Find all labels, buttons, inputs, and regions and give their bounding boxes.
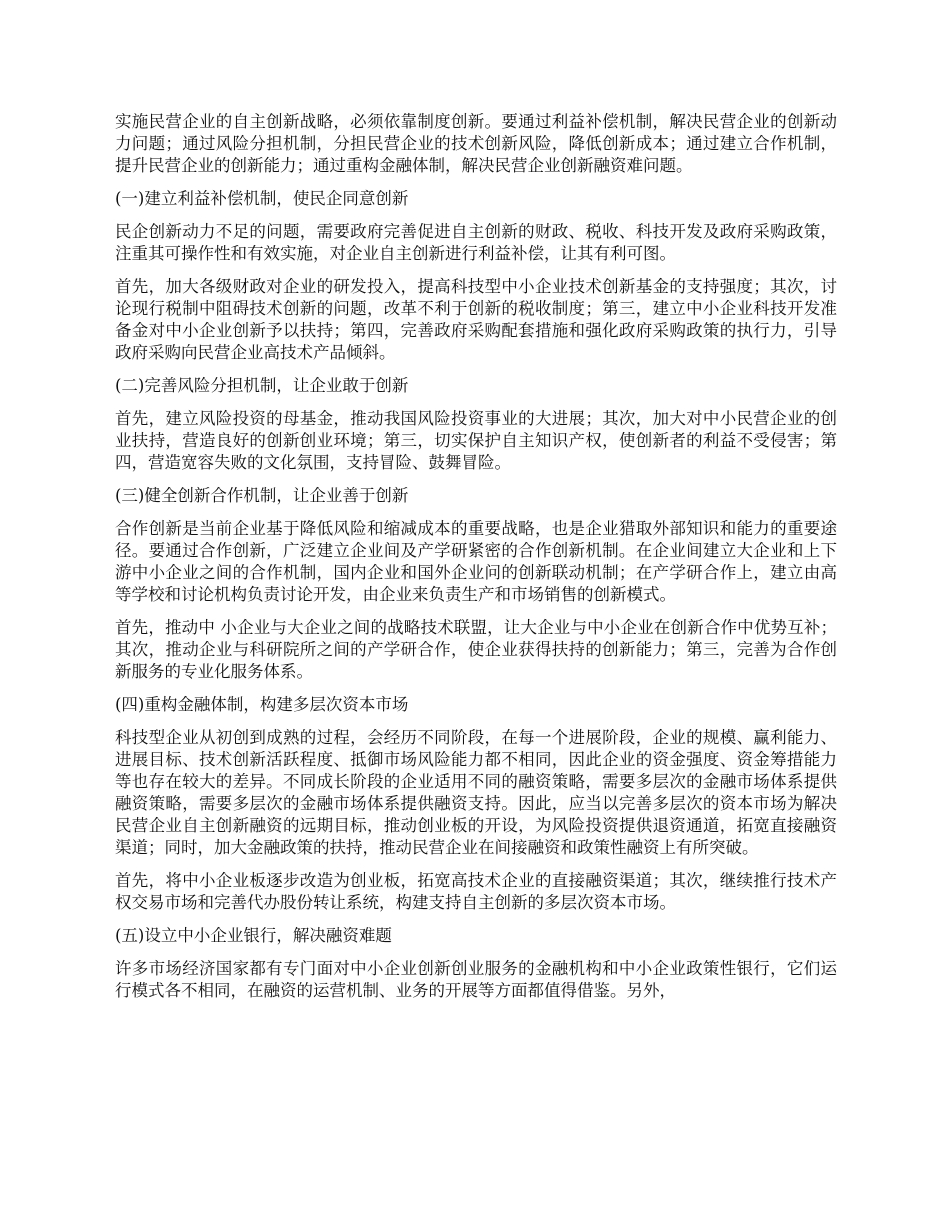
section-heading-2: (二)完善风险分担机制，让企业敢于创新	[115, 376, 409, 395]
section-heading-1: (一)建立利益补偿机制，使民企同意创新	[115, 189, 409, 208]
paragraph: 科技型企业从初创到成熟的过程，会经历不同阶段，在每一个进展阶段，企业的规模、赢利能力、进展目标、技术创新活跃程度、抵御市场风险能力都不相同，因此企业的资金强度、资金筹措能力等也存在较大的差异。不同成长阶段的企业适用不同的融资策略，需要多层次的金融市场体系提供融资策略，需要多层次的金融市场体系提供融资支持。因此，应当以完善多层次的资本市场为解决民营企业自主创新融资的远期目标，推动创业板的开设，为风险投资提供退资通道，拓宽直接融资渠道；同时，加大金融政策的扶持，推动民营企业在间接融资和政策性融资上有所突破。	[115, 728, 837, 857]
section-heading-4: (四)重构金融体制，构建多层次资本市场	[115, 695, 409, 714]
paragraph: 首先，建立风险投资的母基金，推动我国风险投资事业的大进展；其次，加大对中小民营企业的创业扶持，营造良好的创新创业环境；第三，切实保护自主知识产权，使创新者的利益不受侵害；第四，营造宽容失败的文化氛围，支持冒险、鼓舞冒险。	[115, 409, 837, 472]
paragraph: 首先，将中小企业板逐步改造为创业板，拓宽高技术企业的直接融资渠道；其次，继续推行技术产权交易市场和完善代办股份转让系统，构建支持自主创新的多层次资本市场。	[115, 871, 837, 912]
paragraph-intro: 实施民营企业的自主创新战略，必须依靠制度创新。要通过利益补偿机制，解决民营企业的创新动力问题；通过风险分担机制，分担民营企业的技术创新风险，降低创新成本；通过建立合作机制，提升民营企业的创新能力；通过重构金融体制，解决民营企业创新融资难问题。	[115, 112, 837, 175]
section-heading-5: (五)设立中小企业银行，解决融资难题	[115, 926, 392, 945]
paragraph: 许多市场经济国家都有专门面对中小企业创新创业服务的金融机构和中小企业政策性银行，它们运行模式各不相同，在融资的运营机制、业务的开展等方面都值得借鉴。另外，	[115, 959, 837, 1000]
paragraph: 合作创新是当前企业基于降低风险和缩减成本的重要战略，也是企业猎取外部知识和能力的重要途径。要通过合作创新，广泛建立企业间及产学研紧密的合作创新机制。在企业间建立大企业和上下游中小企业之间的合作机制，国内企业和国外企业问的创新联动机制；在产学研合作上，建立由高等学校和讨论机构负责讨论开发，由企业来负责生产和市场销售的创新模式。	[115, 519, 837, 604]
section-heading-3: (三)健全创新合作机制，让企业善于创新	[115, 486, 409, 505]
paragraph: 首先，加大各级财政对企业的研发投入，提高科技型中小企业技术创新基金的支持强度；其次，讨论现行税制中阻碍技术创新的问题，改革不利于创新的税收制度；第三，建立中小企业科技开发准备金对中小企业创新予以扶持；第四，完善政府采购配套措施和强化政府采购政策的执行力，引导政府采购向民营企业高技术产品倾斜。	[115, 277, 837, 362]
paragraph: 首先，推动中 小企业与大企业之间的战略技术联盟，让大企业与中小企业在创新合作中优势互补；其次，推动企业与科研院所之间的产学研合作，使企业获得扶持的创新能力；第三，完善为合作创新服务的专业化服务体系。	[115, 618, 837, 681]
paragraph: 民企创新动力不足的问题，需要政府完善促进自主创新的财政、税收、科技开发及政府采购政策，注重其可操作性和有效实施，对企业自主创新进行利益补偿，让其有利可图。	[115, 222, 837, 263]
document-body	[115, 111, 837, 1013]
